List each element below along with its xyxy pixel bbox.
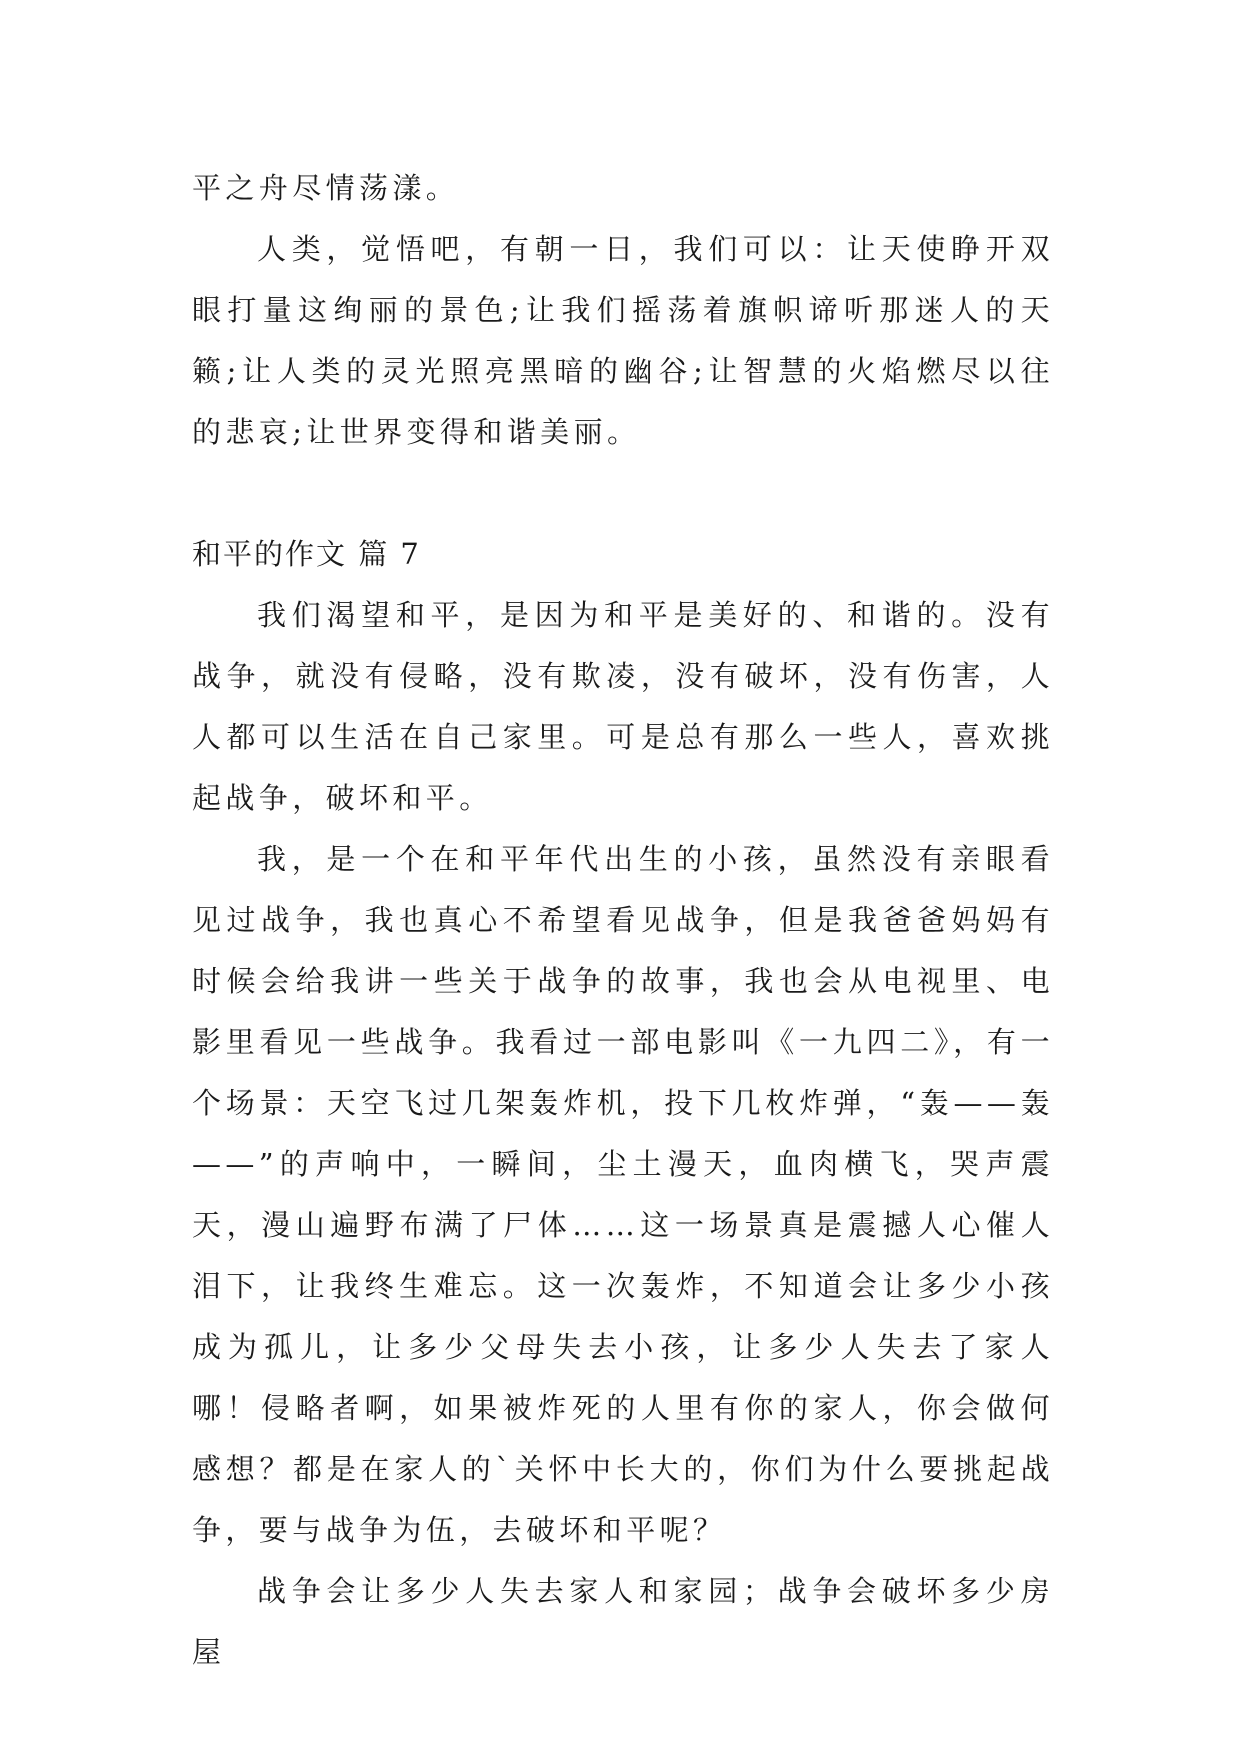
paragraph-movie-story: 我，是一个在和平年代出生的小孩，虽然没有亲眼看见过战争，我也真心不希望看见战争，但是我爸爸妈妈有时候会给我讲一些关于战争的故事，我也会从电视里、电影里看见一些战争。我看过一部电影叫《一九四二》，有一个场景：天空飞过几架轰炸机，投下几枚炸弹，“轰——轰——”的声响中，一瞬间，尘土漫天，血肉横飞，哭声震天，漫山遍野布满了尸体……这一场景真是震撼人心催人泪下，让我终生难忘。这一次轰炸，不知道会让多少小孩成为孤儿，让多少父母失去小孩，让多少人失去了家人哪！侵略者啊，如果被炸死的人里有你的家人，你会做何感想？都是在家人的`关怀中长大的，你们为什么要挑起战争，要与战争为伍，去破坏和平呢？ <box>192 842 1054 1547</box>
section-heading: 和平的作文 篇 7 <box>192 537 421 571</box>
paragraph-war-consequences: 战争会让多少人失去家人和家园；战争会破坏多少房屋 <box>192 1574 1054 1669</box>
paragraph-continuation: 平之舟尽情荡漾。 <box>192 171 460 205</box>
paragraph-humanity: 人类，觉悟吧，有朝一日，我们可以：让天使睁开双眼打量这绚丽的景色;让我们摇荡着旗帜谛听那迷人的天籁;让人类的灵光照亮黑暗的幽谷;让智慧的火焰燃尽以往的悲哀;让世界变得和谐美丽。 <box>192 232 1054 449</box>
document-body <box>192 158 1054 1683</box>
paragraph-desire-peace: 我们渴望和平，是因为和平是美好的、和谐的。没有战争，就没有侵略，没有欺凌，没有破坏，没有伤害，人人都可以生活在自己家里。可是总有那么一些人，喜欢挑起战争，破坏和平。 <box>192 598 1054 815</box>
